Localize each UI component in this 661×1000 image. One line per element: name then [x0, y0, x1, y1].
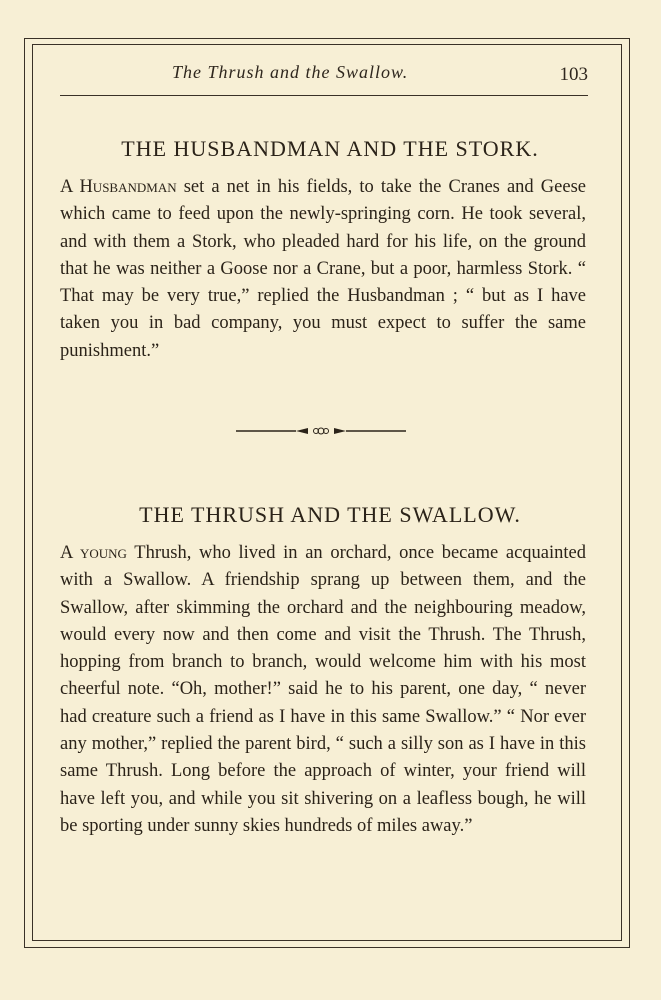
fable-text-husbandman	[60, 174, 586, 365]
fable-body: Thrush, who lived in an orchard, once became acquainted with a Swallow. A friendship sprang up between them, and the Swallow, after skimming the orchard and the neighbouring meadow, would every now and then come and visit the Thrush. The Thrush, hopping from branch to branch, would welcome him with his most cheerful note. “Oh, mother!” said he to his parent, one day, “ never had creature such a friend as I have in this same Swallow.” “ Nor ever any mother,” replied the parent bird, “ such a silly son as I have in this same Thrush. Long before the approach of winter, your friend will have left you, and while you sit shivering on a leafless bough, he will be sporting under sunny skies hundreds of miles away.”	[60, 543, 586, 836]
fable-first-word: A Husbandman	[60, 177, 177, 197]
fable-first-word: A young	[60, 543, 127, 563]
running-title: The Thrush and the Swallow.	[172, 62, 409, 82]
ornament-divider	[236, 424, 406, 438]
running-head	[60, 62, 588, 88]
fable-body: set a net in his fields, to take the Cranes and Geese which came to feed upon the newly-springing corn. He took several, and with them a Stork, who pleaded hard for his life, on the ground that he was neither a Goose nor a Crane, but a poor, harmless Stork. “ That may be very true,” replied the Husbandman ; “ but as I have taken you in bad company, you must expect to suffer the same punishment.”	[60, 177, 586, 361]
fable-title-thrush: THE THRUSH AND THE SWALLOW.	[139, 502, 521, 527]
fable-title-husbandman: THE HUSBANDMAN AND THE STORK.	[121, 136, 539, 161]
page-number: 103	[559, 64, 588, 85]
header-rule	[60, 95, 588, 96]
fable-text-thrush	[60, 540, 586, 840]
